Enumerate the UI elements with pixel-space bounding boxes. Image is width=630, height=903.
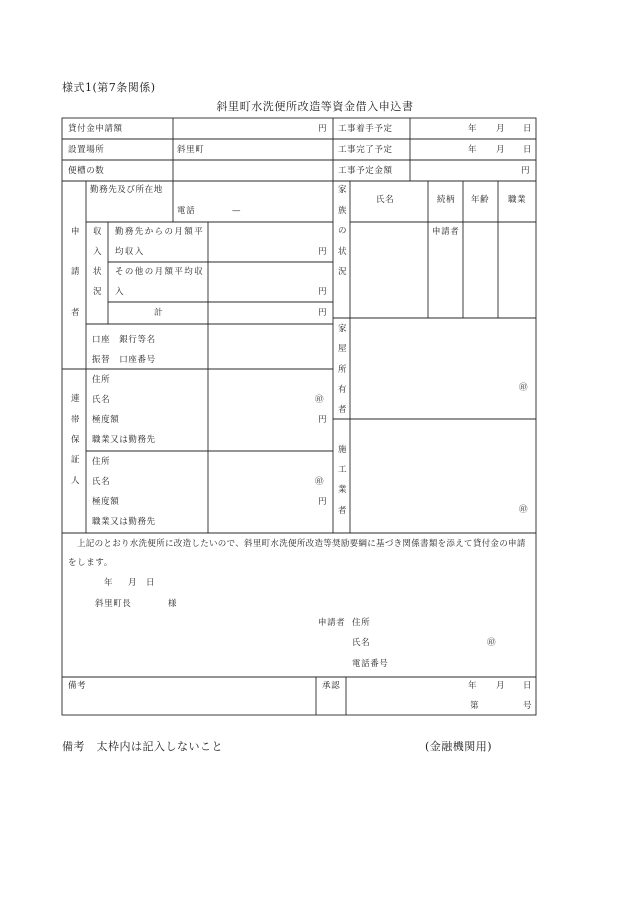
form-title: 斜里町水洗便所改造等資金借入申込書 bbox=[216, 100, 414, 113]
addressee-honorific: 様 bbox=[168, 599, 178, 609]
addressee: 斜里町長 bbox=[95, 599, 132, 609]
guarantor-heading-char: 連 bbox=[71, 394, 81, 404]
declaration-applicant-label: 申請者 bbox=[318, 618, 346, 628]
contractor-heading-char: 施 bbox=[338, 445, 348, 455]
applicant-heading-char: 申 bbox=[71, 227, 81, 237]
guarantor-heading-char: 証 bbox=[71, 455, 81, 465]
other-income-unit: 円 bbox=[318, 287, 328, 297]
account-number-label: 振替 口座番号 bbox=[92, 355, 156, 365]
guarantor-limit-label: 極度額 bbox=[92, 415, 120, 425]
start-day-label: 日 bbox=[523, 124, 533, 134]
remarks-label: 備考 bbox=[68, 681, 87, 691]
completion-month-label: 月 bbox=[496, 145, 506, 155]
seal-mark: ㊞ bbox=[519, 383, 529, 393]
family-column-name: 氏名 bbox=[376, 195, 395, 205]
completion-year-label: 年 bbox=[468, 145, 478, 155]
start-plan-label: 工事着手予定 bbox=[338, 124, 393, 134]
applicant-heading-char: 請 bbox=[71, 267, 81, 277]
approval-label: 承認 bbox=[322, 681, 341, 691]
guarantor-address-label: 住所 bbox=[92, 375, 111, 385]
approval-number-prefix: 第 bbox=[470, 701, 480, 711]
seal-mark: ㊞ bbox=[315, 395, 325, 405]
cost-estimate-unit: 円 bbox=[521, 166, 531, 176]
income-heading-char: 収 bbox=[93, 227, 103, 237]
work-income-unit: 円 bbox=[318, 247, 328, 257]
income-heading-char: 状 bbox=[93, 267, 103, 277]
guarantor-limit-label: 極度額 bbox=[92, 497, 120, 507]
family-column-relation: 続柄 bbox=[437, 195, 456, 205]
approval-day-label: 日 bbox=[523, 681, 533, 691]
declaration-text: 上記のとおり水洗便所に改造したいので、斜里町水洗便所改造等奨励要綱に基づき関係書類を添えて貸付金の申請 bbox=[77, 539, 526, 549]
contractor-heading-char: 業 bbox=[338, 485, 348, 495]
start-year-label: 年 bbox=[468, 124, 478, 134]
seal-mark: ㊞ bbox=[519, 505, 529, 515]
family-heading-char: 状 bbox=[338, 247, 348, 257]
guarantor-heading-char: 帯 bbox=[71, 415, 81, 425]
declaration-name-label: 氏名 bbox=[352, 638, 371, 648]
guarantor-address-label: 住所 bbox=[92, 457, 111, 467]
declaration-address-label: 住所 bbox=[352, 618, 371, 628]
income-heading-char: 況 bbox=[93, 287, 103, 297]
house-owner-heading-char: 屋 bbox=[338, 344, 348, 354]
family-heading-char: の bbox=[338, 226, 348, 236]
approval-year-label: 年 bbox=[468, 681, 478, 691]
family-heading-char: 況 bbox=[338, 267, 348, 277]
declaration-month-label: 月 bbox=[128, 578, 138, 588]
house-owner-heading-char: 所 bbox=[338, 365, 348, 375]
declaration-day-label: 日 bbox=[146, 578, 156, 588]
loan-amount-unit: 円 bbox=[318, 124, 328, 134]
usage-label: (金融機関用) bbox=[425, 740, 493, 753]
approval-number-suffix: 号 bbox=[523, 701, 533, 711]
seal-mark: ㊞ bbox=[487, 638, 497, 648]
work-income-label: 均収入 bbox=[115, 247, 145, 257]
house-owner-heading-char: 有 bbox=[338, 385, 348, 395]
declaration-phone-label: 電話番号 bbox=[352, 659, 389, 669]
location-label: 設置場所 bbox=[68, 145, 105, 155]
completion-plan-label: 工事完了予定 bbox=[338, 145, 393, 155]
guarantor-limit-unit: 円 bbox=[318, 497, 328, 507]
bank-name-label: 口座 銀行等名 bbox=[92, 335, 156, 345]
other-income-label: 入 bbox=[115, 287, 125, 297]
declaration-year-label: 年 bbox=[104, 578, 114, 588]
total-unit: 円 bbox=[318, 308, 328, 318]
workplace-label: 勤務先及び所在地 bbox=[90, 185, 163, 195]
guarantor-name-label: 氏名 bbox=[92, 477, 111, 487]
start-month-label: 月 bbox=[496, 124, 506, 134]
house-owner-heading-char: 者 bbox=[338, 405, 348, 415]
phone-label: 電話 bbox=[177, 206, 196, 216]
footnote: 備考 太枠内は記入しないこと bbox=[62, 740, 223, 753]
other-income-label: その他の月額平均収 bbox=[115, 267, 205, 277]
contractor-heading-char: 者 bbox=[338, 506, 348, 516]
applicant-heading-char: 者 bbox=[71, 308, 81, 318]
income-heading-char: 入 bbox=[93, 247, 103, 257]
family-applicant-relation: 申請者 bbox=[432, 227, 460, 237]
table-border bbox=[62, 118, 536, 715]
cost-estimate-label: 工事予定金額 bbox=[338, 166, 393, 176]
approval-month-label: 月 bbox=[496, 681, 506, 691]
contractor-heading-char: 工 bbox=[338, 465, 348, 475]
family-heading-char: 族 bbox=[338, 206, 348, 216]
guarantor-occupation-label: 職業又は勤務先 bbox=[92, 435, 156, 445]
guarantor-heading-char: 保 bbox=[71, 435, 81, 445]
guarantor-limit-unit: 円 bbox=[318, 415, 328, 425]
family-column-age: 年齢 bbox=[471, 195, 490, 205]
tank-count-label: 便槽の数 bbox=[68, 166, 105, 176]
declaration-text: をします。 bbox=[68, 558, 113, 568]
seal-mark: ㊞ bbox=[315, 477, 325, 487]
work-income-label: 勤務先からの月額平 bbox=[115, 227, 205, 237]
phone-dash: — bbox=[232, 206, 242, 216]
total-label: 計 bbox=[154, 308, 164, 318]
loan-amount-label: 貸付金申請額 bbox=[68, 124, 123, 134]
guarantor-heading-char: 人 bbox=[71, 476, 81, 486]
location-value: 斜里町 bbox=[177, 145, 205, 155]
guarantor-name-label: 氏名 bbox=[92, 395, 111, 405]
house-owner-heading-char: 家 bbox=[338, 324, 348, 334]
family-heading-char: 家 bbox=[338, 185, 348, 195]
form-number: 様式1(第7条関係) bbox=[62, 81, 156, 94]
guarantor-occupation-label: 職業又は勤務先 bbox=[92, 517, 156, 527]
family-column-occupation: 職業 bbox=[508, 195, 527, 205]
completion-day-label: 日 bbox=[523, 145, 533, 155]
